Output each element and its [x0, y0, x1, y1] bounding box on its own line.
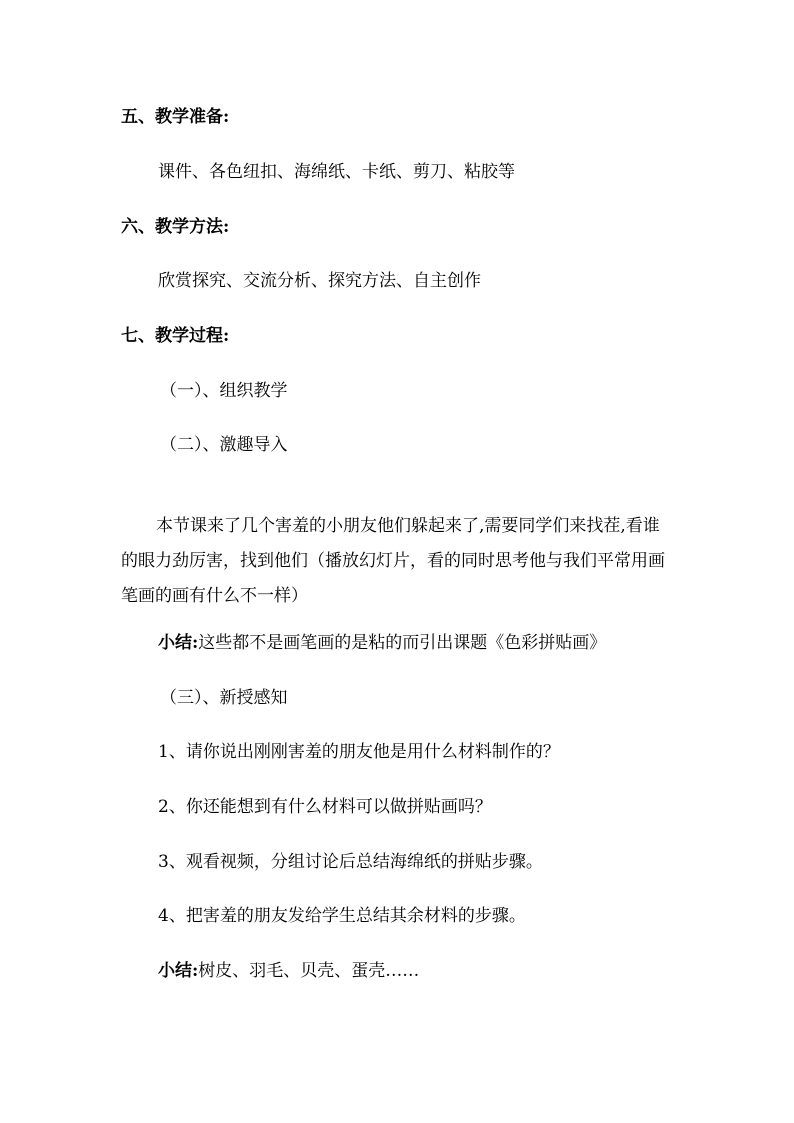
summary-1-label: 小结:	[158, 633, 199, 653]
summary-1-text: 这些都不是画笔画的是粘的而引出课题《色彩拼贴画》	[198, 633, 607, 653]
step-new-teaching: （三）、新授感知	[160, 688, 288, 708]
step-organize-teaching: （一）、组织教学	[160, 381, 288, 401]
section-5-content: 课件、各色纽扣、海绵纸、卡纸、剪刀、粘胶等	[158, 162, 515, 182]
section-6-content: 欣赏探究、交流分析、探究方法、自主创作	[158, 271, 481, 291]
question-1: 1、请你说出刚刚害羞的朋友他是用什么材料制作的？	[158, 742, 560, 762]
step-stimulate-interest: （二）、激趣导入	[160, 435, 288, 455]
section-5-heading: 五、教学准备:	[121, 107, 230, 127]
intro-paragraph: 本节课来了几个害羞的小朋友他们躲起来了,需要同学们来找茬,看谁的眼力劲厉害，找到他们（播放幻灯片，看的同时思考他与我们平常用画笔画的画有什么不一样）	[121, 516, 665, 606]
question-3: 3、观看视频，分组讨论后总结海绵纸的拼贴步骤。	[158, 852, 543, 872]
summary-1	[158, 632, 606, 654]
section-7-heading: 七、教学过程:	[121, 326, 230, 346]
summary-2-label: 小结:	[158, 961, 199, 981]
summary-2	[158, 960, 419, 982]
question-4: 4、把害羞的朋友发给学生总结其余材料的步骤。	[158, 906, 526, 926]
summary-2-text: 树皮、羽毛、贝壳、蛋壳……	[198, 961, 420, 981]
section-6-heading: 六、教学方法:	[121, 217, 230, 237]
question-2: 2、你还能想到有什么材料可以做拼贴画吗？	[158, 797, 492, 817]
